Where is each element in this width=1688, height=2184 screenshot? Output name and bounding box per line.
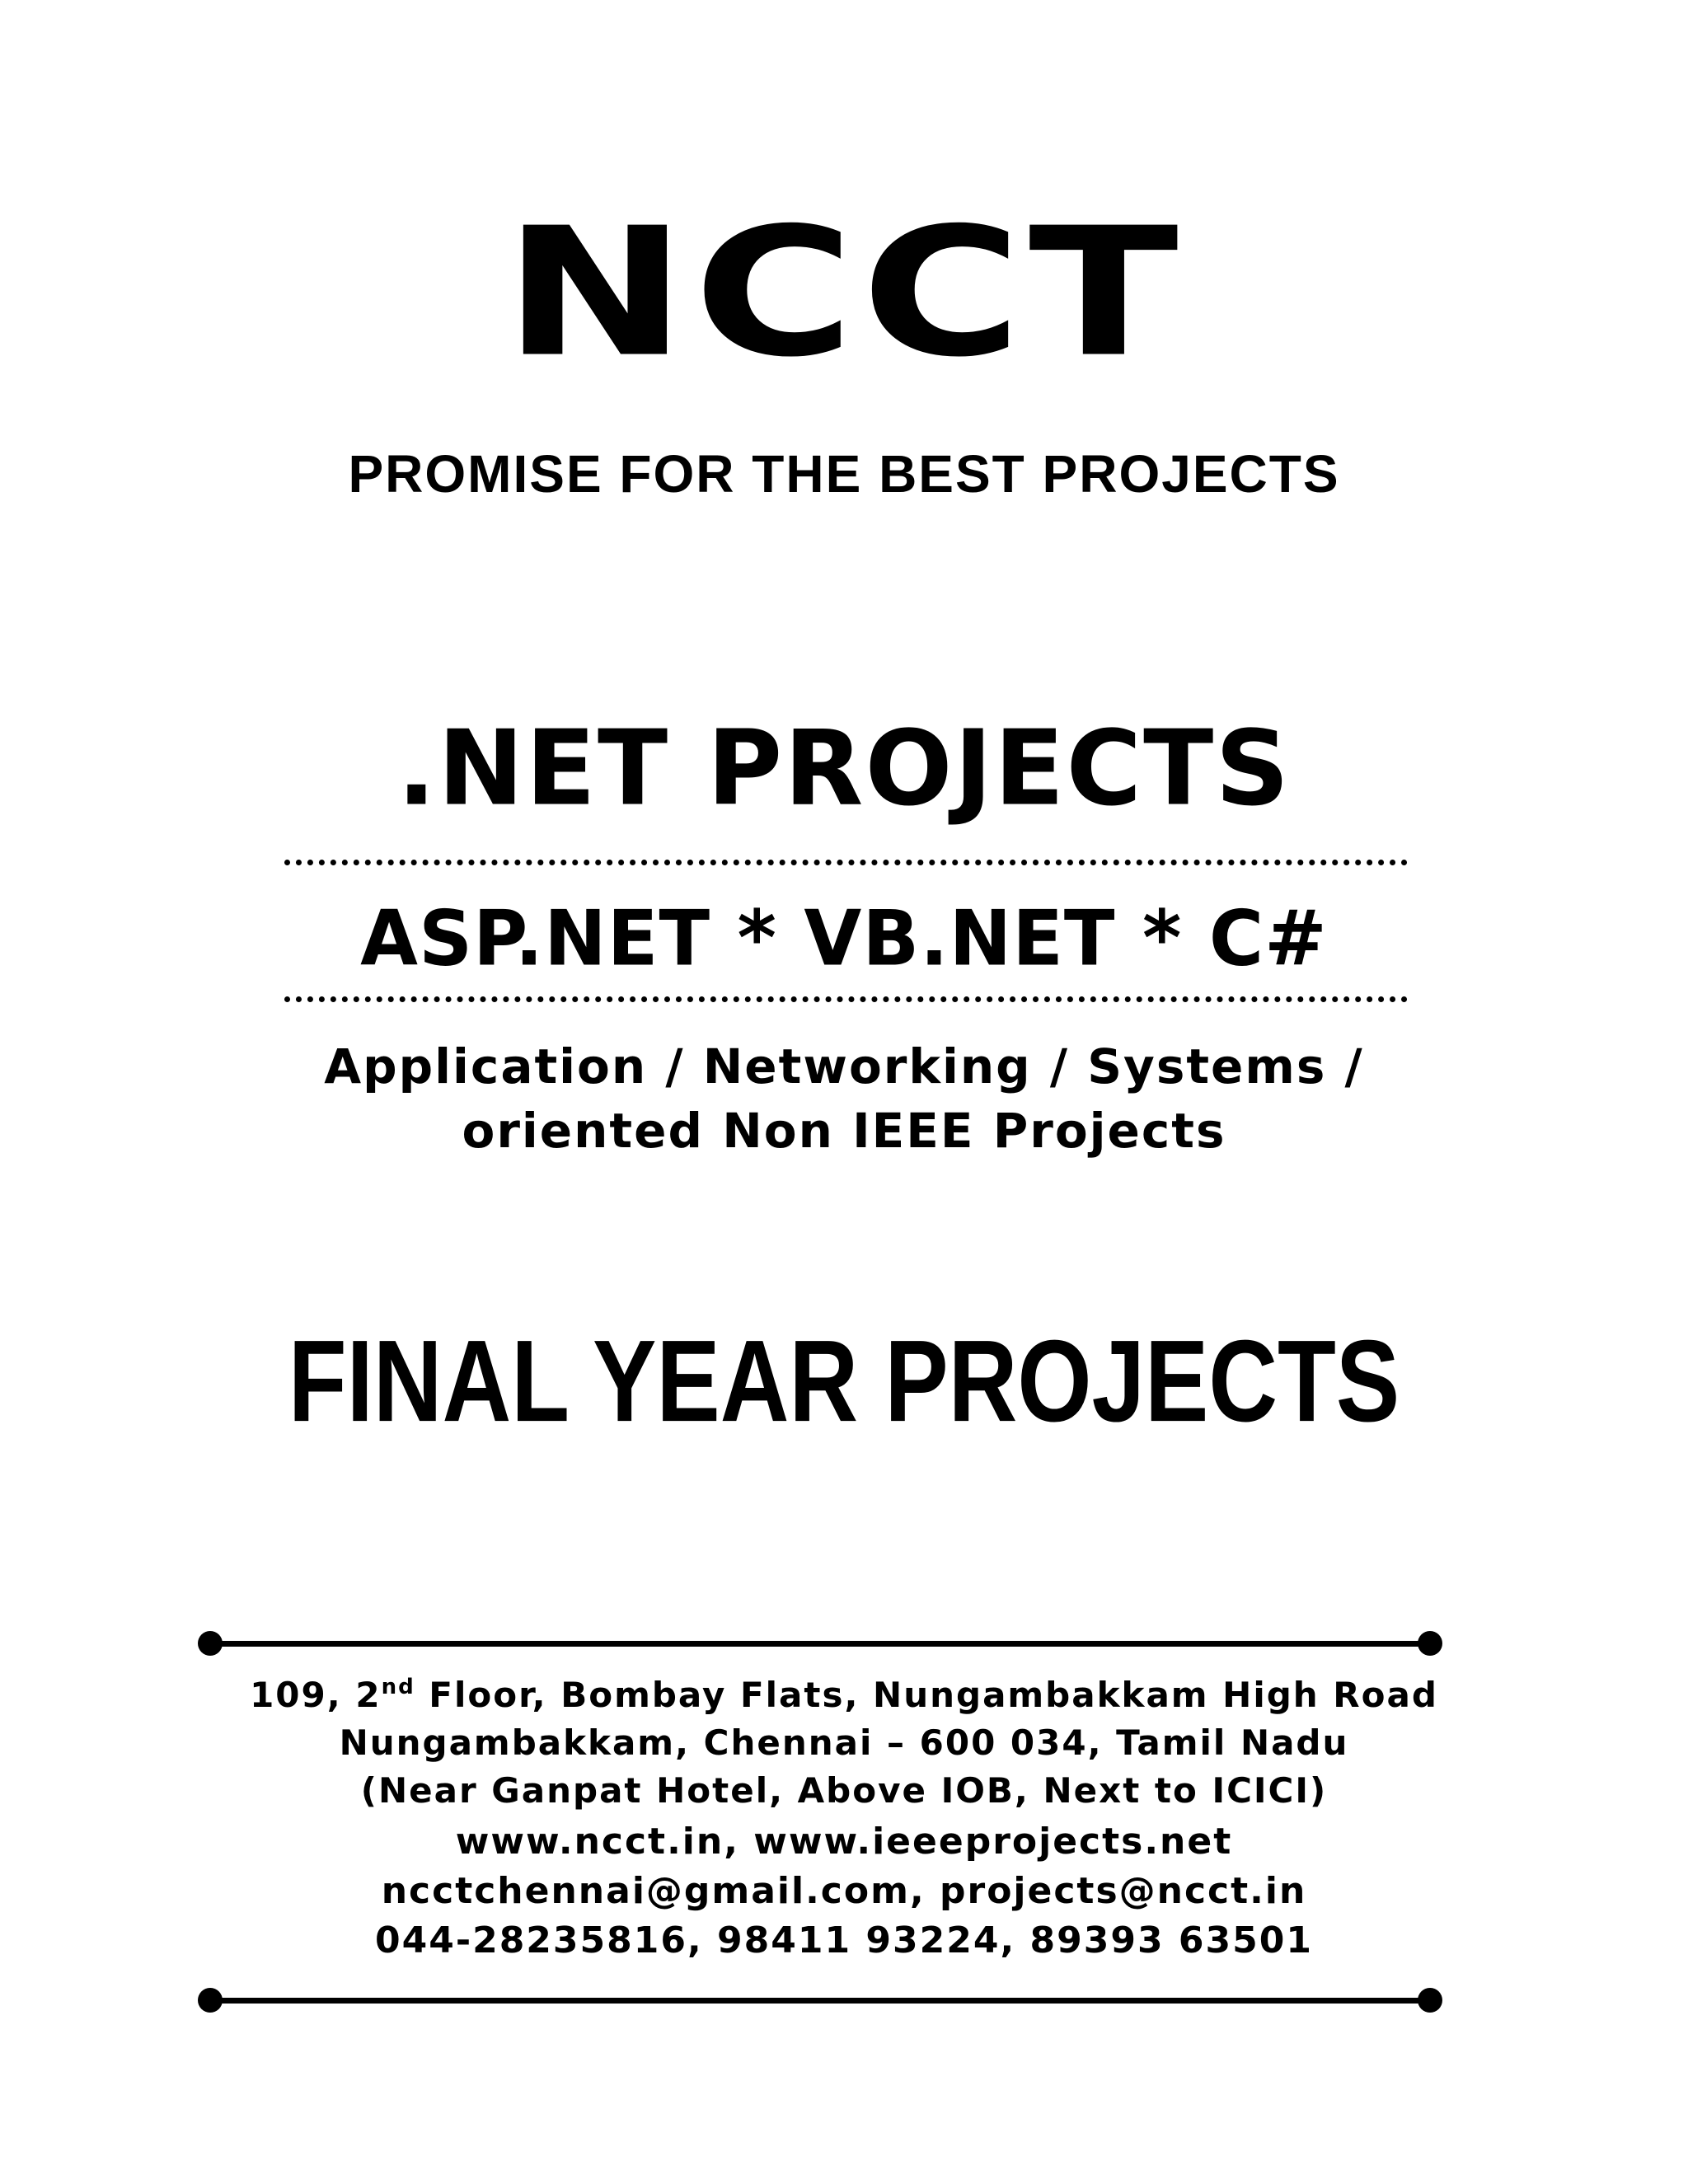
contact-block [0, 1817, 1688, 1966]
rule-end-dot [198, 1631, 223, 1656]
technology-list: ASP.NET * VB.NET * C# [360, 894, 1328, 983]
email-addresses: ncctchennai@gmail.com, projects@ncct.in [381, 1870, 1307, 1912]
address-line-1-suffix: Floor, Bombay Flats, Nungambakkam High Road [415, 1675, 1438, 1715]
ordinal-suffix: nd [381, 1675, 415, 1699]
rule-bar [206, 1641, 1434, 1647]
rule-end-dot [1418, 1988, 1442, 2013]
rule-end-dot [1418, 1631, 1442, 1656]
brand-logo-text: NCCT [503, 190, 1185, 396]
rule-end-dot [198, 1988, 223, 2013]
net-projects-heading: .NET PROJECTS [396, 709, 1292, 829]
dotted-divider-top [284, 860, 1408, 865]
address-block [0, 1671, 1688, 1815]
address-line-3: (Near Ganpat Hotel, Above IOB, Next to ICICI) [360, 1770, 1328, 1811]
dotted-end-rule-top [198, 1631, 1442, 1656]
final-year-projects-heading: FINAL YEAR PROJECTS [288, 1315, 1400, 1446]
dotted-divider-bottom [284, 996, 1408, 1002]
website-links: www.ncct.in, www.ieeeprojects.net [455, 1821, 1233, 1863]
categories-line-1: Application / Networking / Systems / [324, 1038, 1364, 1094]
address-line-1-prefix: 109, 2 [250, 1675, 382, 1715]
address-line-2: Nungambakkam, Chennai – 600 034, Tamil Nadu [339, 1722, 1349, 1763]
phone-numbers: 044-28235816, 98411 93224, 89393 63501 [374, 1919, 1314, 1961]
dotted-end-rule-bottom [198, 1988, 1442, 2013]
project-categories [0, 1034, 1688, 1163]
address-line-1 [0, 1671, 1688, 1719]
tagline: PROMISE FOR THE BEST PROJECTS [348, 444, 1340, 504]
rule-bar [206, 1998, 1434, 2004]
categories-line-2: oriented Non IEEE Projects [462, 1103, 1226, 1159]
